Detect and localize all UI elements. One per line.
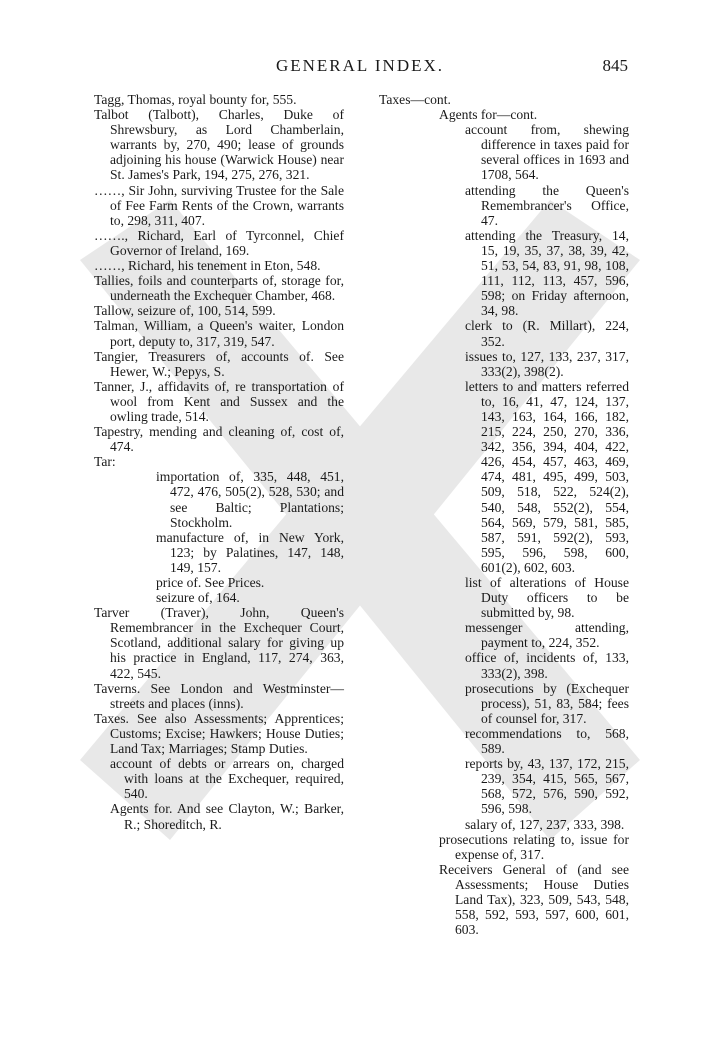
index-entry: seizure of, 164. <box>156 590 240 606</box>
index-entry: Receivers General of (and see Assessments; House Duties Land Tax), 323, 509, 543, 548, 558, 592, 593, 597, 600, 601, 603. <box>439 861 629 938</box>
index-entry: importation of, 335, 448, 451, 472, 476, 505(2), 528, 530; and see Baltic; Plantations; Stockholm. <box>156 469 344 530</box>
index-entry: account from, shewing difference in taxes paid for several offices in 1693 and 1708, 564. <box>465 122 629 183</box>
index-entry: recommendations to, 568, 589. <box>465 725 629 757</box>
index-entry: Tallow, seizure of, 100, 514, 599. <box>94 303 276 319</box>
index-entry: messenger attending, payment to, 224, 352. <box>465 620 629 651</box>
index-entry: Tarver (Traver), John, Queen's Remembrancer in the Exchequer Court, Scotland, additional salary for giving up his practice in England, 117, 274, 363, 422, 545. <box>94 605 344 681</box>
index-entry: Taxes. See also Assessments; Apprentices; Customs; Excise; Hawkers; House Duties; Land Tax; Marriages; Stamp Duties. <box>94 710 344 757</box>
index-entry: price of. See Prices. <box>156 575 265 590</box>
index-entry: Taxes—cont. <box>379 92 451 107</box>
page-number: 845 <box>602 56 628 75</box>
page-header <box>0 56 720 80</box>
index-entry: Tanner, J., affidavits of, re transportation of wool from Kent and Sussex and the owling trade, 514. <box>94 378 344 424</box>
index-entry: letters to and matters referred to, 16, 41, 47, 124, 137, 143, 163, 164, 166, 182, 215, 224, 250, 270, 336, 342, 356, 394, 404, 422, 426, 454, 457, 463, 469, 474, 481, 495, 499, 503, 509, 518, 522, 524(2), 540, 548, 552(2), 554, 564, 569, 579, 581, 585, 587, 591, 592(2), 593, 595, 596, 598, 600, 601(2), 602, 603. <box>465 378 629 575</box>
index-entry: Tar: <box>94 454 116 470</box>
index-entry: Talman, William, a Queen's waiter, London port, deputy to, 317, 319, 547. <box>94 318 344 349</box>
index-entry: ……, Richard, his tenement in Eton, 548. <box>94 258 321 274</box>
index-entry: Tallies, foils and counterparts of, storage for, underneath the Exchequer Chamber, 468. <box>94 273 344 304</box>
index-entry: account of debts or arrears on, charged with loans at the Exchequer, required, 540. <box>110 756 344 802</box>
index-column-left <box>94 92 344 832</box>
index-entry: list of alterations of House Duty officers to be submitted by, 98. <box>465 575 629 621</box>
index-entry: clerk to (R. Millart), 224, 352. <box>465 318 629 349</box>
index-entry: Tapestry, mending and cleaning of, cost of, 474. <box>94 424 344 455</box>
index-entry: Talbot (Talbott), Charles, Duke of Shrewsbury, as Lord Chamberlain, warrants by, 270, 490; lease of grounds adjoining his house (Warwick House) near St. James's Park, 194, 275, 276, 321. <box>94 107 344 183</box>
index-entry: ……., Richard, Earl of Tyrconnel, Chief Governor of Ireland, 169. <box>94 227 344 258</box>
index-entry: salary of, 127, 237, 333, 398. <box>465 816 625 832</box>
index-entry: office of, incidents of, 133, 333(2), 398. <box>465 650 629 681</box>
index-entry: Tangier, Treasurers of, accounts of. See Hewer, W.; Pepys, S. <box>94 348 344 379</box>
index-entry: attending the Queen's Remembrancer's Office, 47. <box>465 182 629 228</box>
index-entry: attending the Treasury, 14, 15, 19, 35, 37, 38, 39, 42, 51, 53, 54, 83, 91, 98, 108, 111, 112, 113, 457, 596, 598; on Friday afternoon, 34, 98. <box>465 227 629 319</box>
index-entry: reports by, 43, 137, 172, 215, 239, 354, 415, 565, 567, 568, 572, 576, 590, 592, 596, 598. <box>465 756 629 817</box>
index-entry: prosecutions by (Exchequer process), 51, 83, 584; fees of counsel for, 317. <box>465 680 629 726</box>
index-column-right <box>373 92 629 937</box>
index-entry: issues to, 127, 133, 237, 317, 333(2), 398(2). <box>465 348 629 379</box>
index-entry: Tagg, Thomas, royal bounty for, 555. <box>94 92 297 107</box>
index-entry: Taverns. See London and Westminster—streets and places (inns). <box>94 680 344 711</box>
index-entry: Agents for—cont. <box>439 107 538 123</box>
index-entry: manufacture of, in New York, 123; by Palatines, 147, 148, 149, 157. <box>156 529 344 575</box>
index-entry: ……, Sir John, surviving Trustee for the Sale of Fee Farm Rents of the Crown, warrants to, 298, 311, 407. <box>94 182 344 228</box>
index-entry: prosecutions relating to, issue for expense of, 317. <box>439 831 629 862</box>
page-title: GENERAL INDEX. <box>275 56 445 75</box>
index-entry: Agents for. And see Clayton, W.; Barker, R.; Shoreditch, R. <box>110 801 344 832</box>
